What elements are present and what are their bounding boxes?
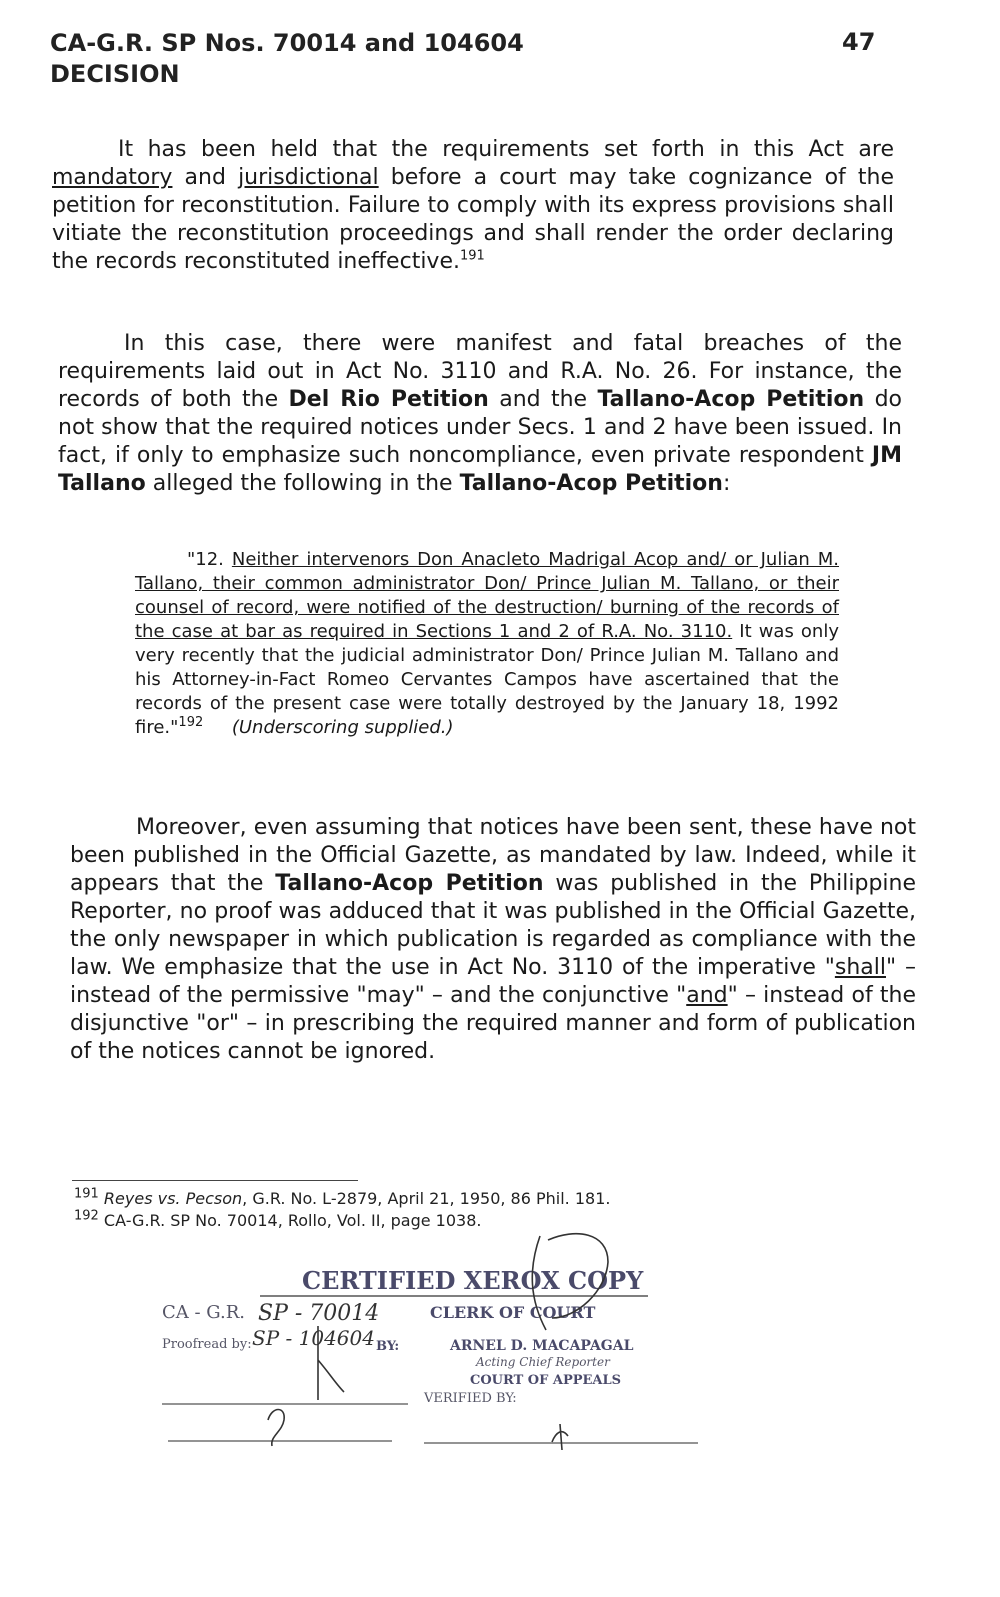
stamp-clerk: CLERK OF COURT [430, 1303, 596, 1322]
signature-scribble [532, 1236, 546, 1330]
number-scribble [268, 1410, 284, 1447]
text-run: Moreover, even assuming that notices have been sent, these have not been published in the Official Gazette, as mandated by law. Indeed, while it appears that the [70, 815, 916, 896]
underlined-term: jurisdictional [238, 165, 379, 190]
page-header [50, 28, 524, 90]
bold-term: Tallano-Acop Petition [459, 471, 723, 496]
quote-number: "12. [187, 549, 232, 570]
footnote-number: 192 [74, 1208, 99, 1224]
text-run: was published in the Philippine Reporter, no proof was adduced that it was published in the Official Gazette, the only newspaper in which publication is regarded as compliance with the law. We emphasize that the use in Act No. 3110 of the imperative " [70, 871, 916, 980]
footnote-192 [74, 1210, 481, 1232]
text-run: " – instead of the disjunctive "or" – in prescribing the required manner and form of publication of the notices cannot be ignored. [70, 983, 916, 1064]
signature-scribble [548, 1234, 608, 1318]
text-run: and the [488, 387, 598, 412]
stamp-court: COURT OF APPEALS [470, 1373, 622, 1388]
handwritten-case-1: SP - 70014 [258, 1301, 380, 1326]
stamp-proofread: Proofread by: [162, 1337, 252, 1352]
page-number: 47 [842, 28, 876, 56]
stamp-title: CERTIFIED XEROX COPY [302, 1266, 644, 1295]
footnote-divider [72, 1180, 358, 1181]
footnote-ref: 192 [178, 715, 204, 730]
text-run: " – instead of the permissive "may" – and the conjunctive " [70, 955, 916, 1008]
text-run: alleged the following in the [145, 471, 460, 496]
text-run: before a court may take cognizance of the petition for reconstitution. Failure to comply with its express provisions shall vitiate the reconstitution proceedings and shall render the order declaring the records reconstituted ineffective. [52, 165, 894, 274]
quote-note: (Underscoring supplied.) [231, 717, 454, 738]
stamp-position: Acting Chief Reporter [476, 1355, 610, 1369]
text-run: : [722, 471, 731, 496]
underlined-term: and [686, 983, 728, 1008]
block-quote [135, 548, 839, 740]
bold-term: Del Rio Petition [288, 387, 489, 412]
underlined-quote: Neither intervenors Don Anacleto Madrigal Acop and/ or Julian M. Tallano, their common administrator Don/ Prince Julian M. Tallano, or their counsel of record, were notified of the destruction/ burning of the records of the case at bar as required in Sections 1 and 2 of R.A. No. 3110. [135, 549, 839, 642]
stamp-by: BY: [376, 1339, 400, 1354]
handwritten-case-2: SP - 104604 [252, 1326, 375, 1350]
paragraph-publication [70, 814, 916, 1066]
bold-term: Tallano-Acop Petition [597, 387, 865, 412]
initials-scribble [318, 1326, 344, 1400]
paragraph-breaches [58, 330, 902, 498]
case-name: Reyes vs. Pecson [103, 1189, 243, 1208]
case-number: CA-G.R. SP Nos. 70014 and 104604 [50, 29, 524, 57]
text-run: It has been held that the requirements set forth in this Act are [118, 137, 894, 162]
footnote-191 [74, 1188, 610, 1210]
underlined-term: shall [834, 955, 886, 980]
verifier-initial [552, 1424, 568, 1450]
stamp-verified: VERIFIED BY: [424, 1391, 517, 1406]
text-run: In this case, there were manifest and fatal breaches of the requirements laid out in Act No. 3110 and R.A. No. 26. For instance, the records of both the [58, 331, 902, 412]
stamp-case-label: CA - G.R. [162, 1302, 246, 1323]
footnote-text: , G.R. No. L-2879, April 21, 1950, 86 Phil. 181. [242, 1189, 611, 1208]
stamp-name: ARNEL D. MACAPAGAL [450, 1338, 634, 1354]
text-run: and [172, 165, 239, 190]
text-run: do not show that the required notices under Secs. 1 and 2 have been issued. In fact, if only to emphasize such noncompliance, even private respondent [58, 387, 903, 468]
footnote-number: 191 [74, 1186, 99, 1202]
footnote-text: CA-G.R. SP No. 70014, Rollo, Vol. II, page 1038. [103, 1211, 482, 1230]
document-type: DECISION [50, 60, 180, 88]
text-run: It was only very recently that the judicial administrator Don/ Prince Julian M. Tallano and his Attorney-in-Fact Romeo Cervantes Campos have ascertained that the records of the present case were totally destroyed by the January 18, 1992 fire." [135, 621, 839, 738]
paragraph-requirements [52, 136, 894, 276]
bold-term: Tallano-Acop Petition [275, 871, 544, 896]
footnote-ref: 191 [459, 248, 485, 264]
bold-term: JM Tallano [58, 443, 902, 496]
underlined-term: mandatory [52, 165, 173, 190]
